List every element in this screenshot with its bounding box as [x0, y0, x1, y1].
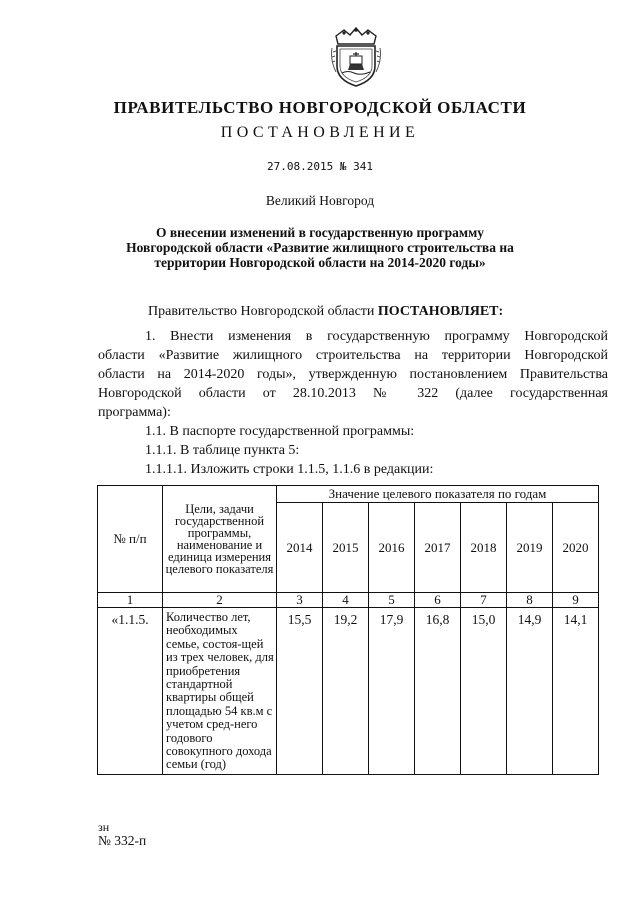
footer-mark: зн — [98, 820, 110, 834]
row-value: 16,8 — [415, 608, 461, 775]
clause-1-1-1: 1.1.1. В таблице пункта 5: — [145, 443, 300, 458]
document-subject — [90, 225, 550, 270]
column-number: 1 — [98, 593, 163, 608]
column-number: 6 — [415, 593, 461, 608]
year-header: 2020 — [553, 503, 599, 593]
paragraph-1 — [98, 327, 608, 422]
paragraph-line: области «Развитие жилищного строительства на территории Новгородской — [98, 348, 608, 363]
table-row — [98, 608, 599, 775]
year-header: 2019 — [507, 503, 553, 593]
decree-word: ПОСТАНОВЛЯЕТ: — [377, 304, 504, 319]
year-header: 2014 — [277, 503, 323, 593]
year-header: 2018 — [461, 503, 507, 593]
row-value: 14,9 — [507, 608, 553, 775]
column-number: 9 — [553, 593, 599, 608]
year-header: 2015 — [323, 503, 369, 593]
row-value: 19,2 — [323, 608, 369, 775]
year-header: 2016 — [369, 503, 415, 593]
column-number: 7 — [461, 593, 507, 608]
footer — [98, 820, 146, 848]
paragraph-line: Новгородской области от 28.10.2013 № 322 (далее государственная — [98, 386, 608, 401]
registration-number: № 332-п — [98, 833, 147, 848]
row-value: 14,1 — [553, 608, 599, 775]
subject-line: территории Новгородской области на 2014-2020 годы» — [154, 255, 486, 270]
column-number: 3 — [277, 593, 323, 608]
year-header: 2017 — [415, 503, 461, 593]
paragraph-line: области на 2014-2020 годы», утвержденную постановлением Правительства — [98, 367, 608, 382]
decree-statement — [148, 302, 503, 321]
column-number: 4 — [323, 593, 369, 608]
subject-line: Новгородской области «Развитие жилищного строительства на — [126, 240, 514, 255]
column-number: 2 — [163, 593, 277, 608]
government-title: ПРАВИТЕЛЬСТВО НОВГОРОДСКОЙ ОБЛАСТИ — [113, 98, 527, 117]
document-type: ПОСТАНОВЛЕНИЕ — [220, 124, 420, 141]
column-number: 8 — [507, 593, 553, 608]
subject-line: О внесении изменений в государственную программу — [155, 225, 485, 240]
date-and-number: 27.08.2015 № 341 — [267, 160, 373, 173]
clause-1-1: 1.1. В паспорте государственной программы: — [145, 424, 415, 439]
decree-prefix: Правительство Новгородской области — [148, 304, 375, 319]
paragraph-line: программа): — [98, 405, 171, 420]
column-header-values: Значение целевого показателя по годам — [277, 486, 599, 503]
clause-1-1-1-1: 1.1.1.1. Изложить строки 1.1.5, 1.1.6 в редакции: — [145, 462, 434, 477]
target-indicators-table — [97, 485, 599, 775]
coat-of-arms-emblem — [328, 26, 384, 88]
row-value: 15,5 — [277, 608, 323, 775]
row-indicator-text: Количество лет, необходимых семье, состоя-щей из трех человек, для приобретения стандартной квартиры общей площадью 54 кв.м с учетом сред-него годового совокупного дохода семьи (год) — [163, 608, 277, 775]
city: Великий Новгород — [265, 193, 375, 208]
row-value: 17,9 — [369, 608, 415, 775]
row-code: «1.1.5. — [98, 608, 163, 775]
paragraph-line: 1. Внести изменения в государственную программу Новгородской — [145, 329, 608, 344]
row-value: 15,0 — [461, 608, 507, 775]
column-header-goal: Цели, задачи государственной программы, наименование и единица измерения целевого показателя — [163, 486, 277, 593]
column-header-number: № п/п — [98, 486, 163, 593]
column-number: 5 — [369, 593, 415, 608]
